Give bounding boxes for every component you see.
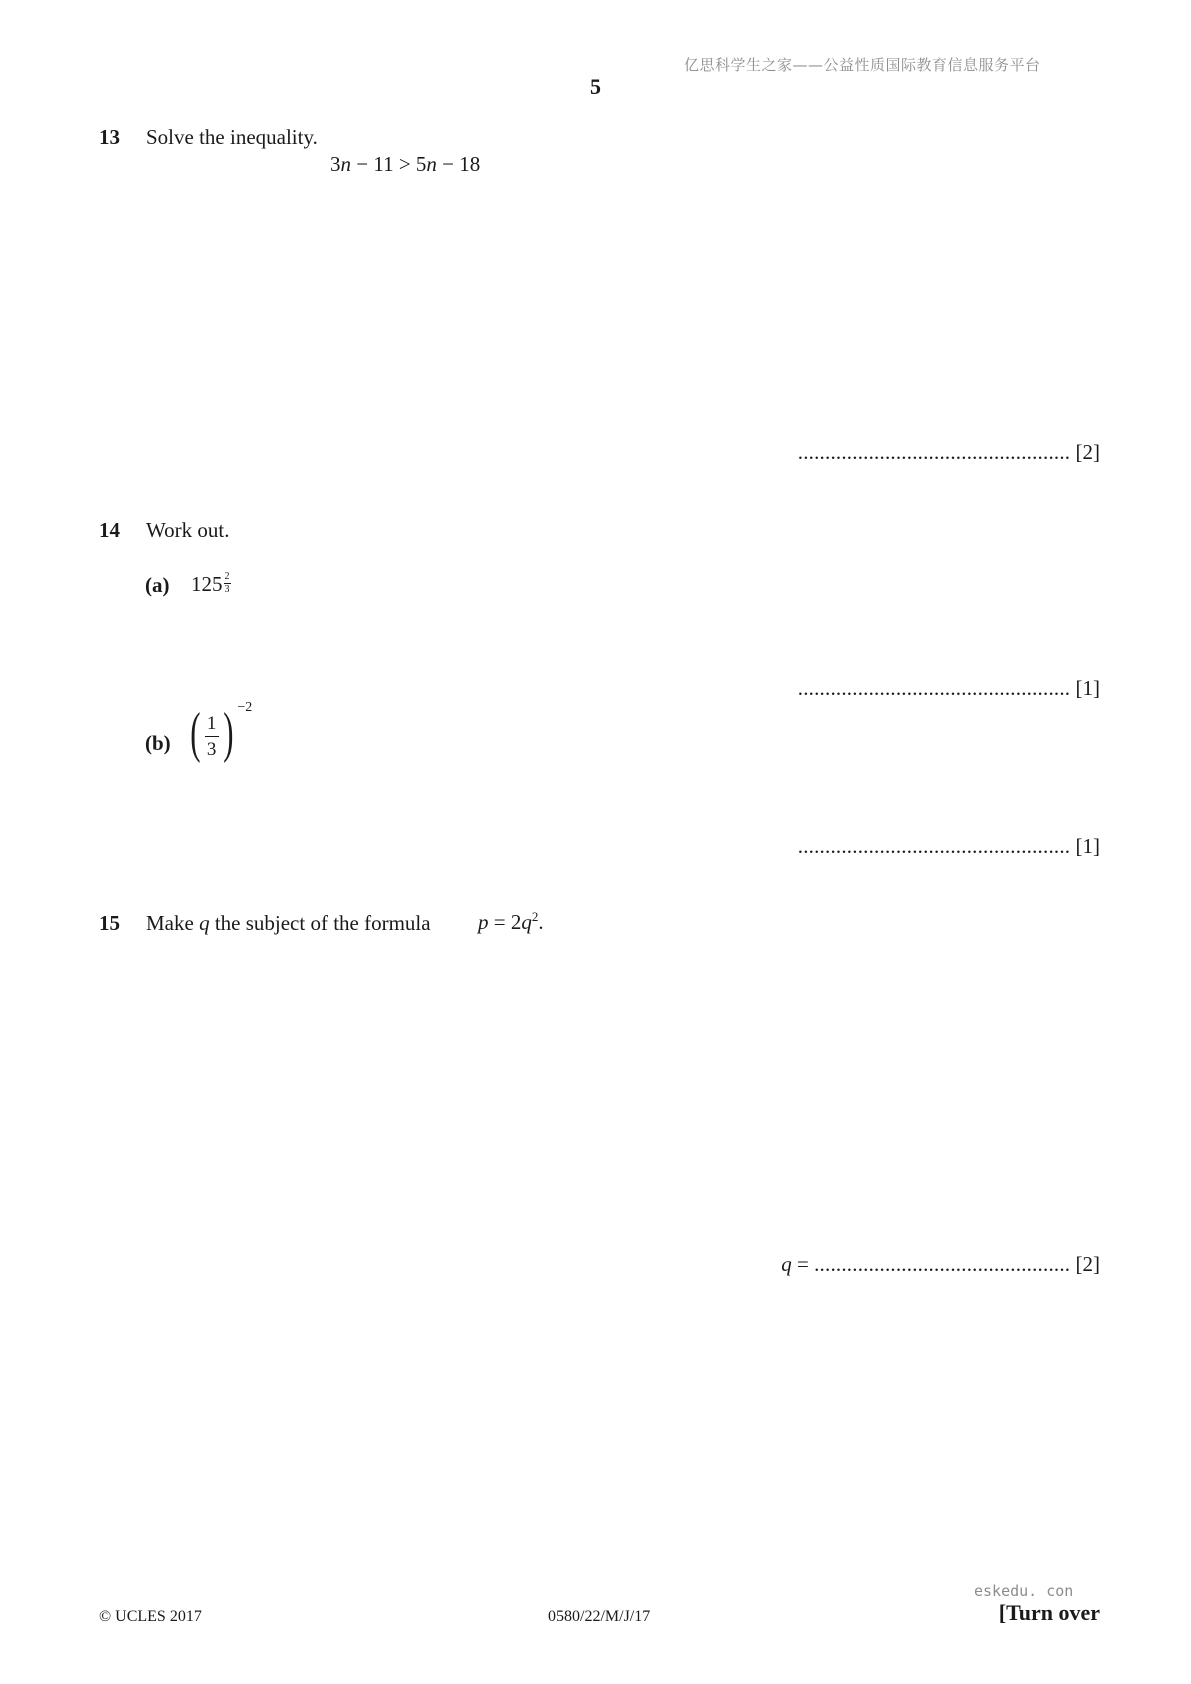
part-a-label: (a) <box>145 573 170 597</box>
question-13-number: 13 <box>99 125 120 149</box>
frac-bar <box>205 736 219 737</box>
part-b-answer-line[interactable] <box>798 834 1100 859</box>
part-b-label: (b) <box>145 731 171 755</box>
var-q: q <box>199 911 210 935</box>
left-paren: ( <box>190 702 201 764</box>
watermark-bottom: eskedu. con <box>974 1582 1074 1600</box>
part-a-answer-line[interactable] <box>798 676 1100 701</box>
inequality-var-left: n <box>340 152 351 176</box>
inequality-right-tail: − 18 <box>436 152 481 176</box>
watermark-top: 亿思科学生之家——公益性质国际教育信息服务平台 <box>684 56 1041 74</box>
answer-dots: ............................................... <box>814 1252 1071 1276</box>
part-b-exponent: −2 <box>237 699 253 715</box>
frac-num: 1 <box>206 712 217 734</box>
question-15-number: 15 <box>99 911 120 935</box>
exp-den: 3 <box>224 584 230 595</box>
marks: [2] <box>1075 440 1100 464</box>
question-13-text: Solve the inequality. <box>146 125 318 149</box>
marks: [1] <box>1075 834 1100 858</box>
question-15-text <box>146 911 431 936</box>
question-14-number: 14 <box>99 518 120 542</box>
answer-dots: .................................................. <box>797 676 1071 700</box>
right-paren: ) <box>222 702 234 764</box>
part-a-exponent <box>224 572 231 595</box>
part-b-expression <box>186 699 253 764</box>
formula-exp: 2 <box>531 909 539 924</box>
formula-mid: = 2 <box>488 910 522 934</box>
inequality-left-coef: 3 <box>330 152 341 176</box>
marks: [1] <box>1075 676 1100 700</box>
inequality-middle: − 11 > 5 <box>351 152 427 176</box>
part-b-fraction <box>205 714 219 759</box>
question-15-answer-line[interactable] <box>781 1252 1100 1277</box>
question-14-text: Work out. <box>146 518 230 542</box>
question-13-inequality <box>330 152 480 177</box>
formula-q: q <box>521 910 532 934</box>
footer-paper-code: 0580/22/M/J/17 <box>548 1608 651 1625</box>
formula-p: p <box>478 910 489 934</box>
question-13-answer-line[interactable] <box>798 440 1100 465</box>
answer-dots: .................................................. <box>797 440 1071 464</box>
footer-copyright: © UCLES 2017 <box>99 1608 202 1625</box>
answer-eq: = <box>791 1252 815 1276</box>
text-before: Make <box>146 911 200 935</box>
turn-over: [Turn over <box>998 1600 1100 1625</box>
page-number: 5 <box>590 74 601 99</box>
marks: [2] <box>1075 1252 1100 1276</box>
text-after: the subject of the formula <box>209 911 431 935</box>
inequality-var-right: n <box>426 152 437 176</box>
part-a-expression <box>191 572 231 607</box>
question-15-formula <box>478 909 544 935</box>
formula-end: . <box>538 910 544 934</box>
part-a-base: 125 <box>191 572 223 596</box>
frac-den: 3 <box>206 738 217 760</box>
answer-prefix: q <box>781 1252 792 1276</box>
answer-dots: .................................................. <box>797 834 1071 858</box>
exp-num: 2 <box>224 571 230 582</box>
